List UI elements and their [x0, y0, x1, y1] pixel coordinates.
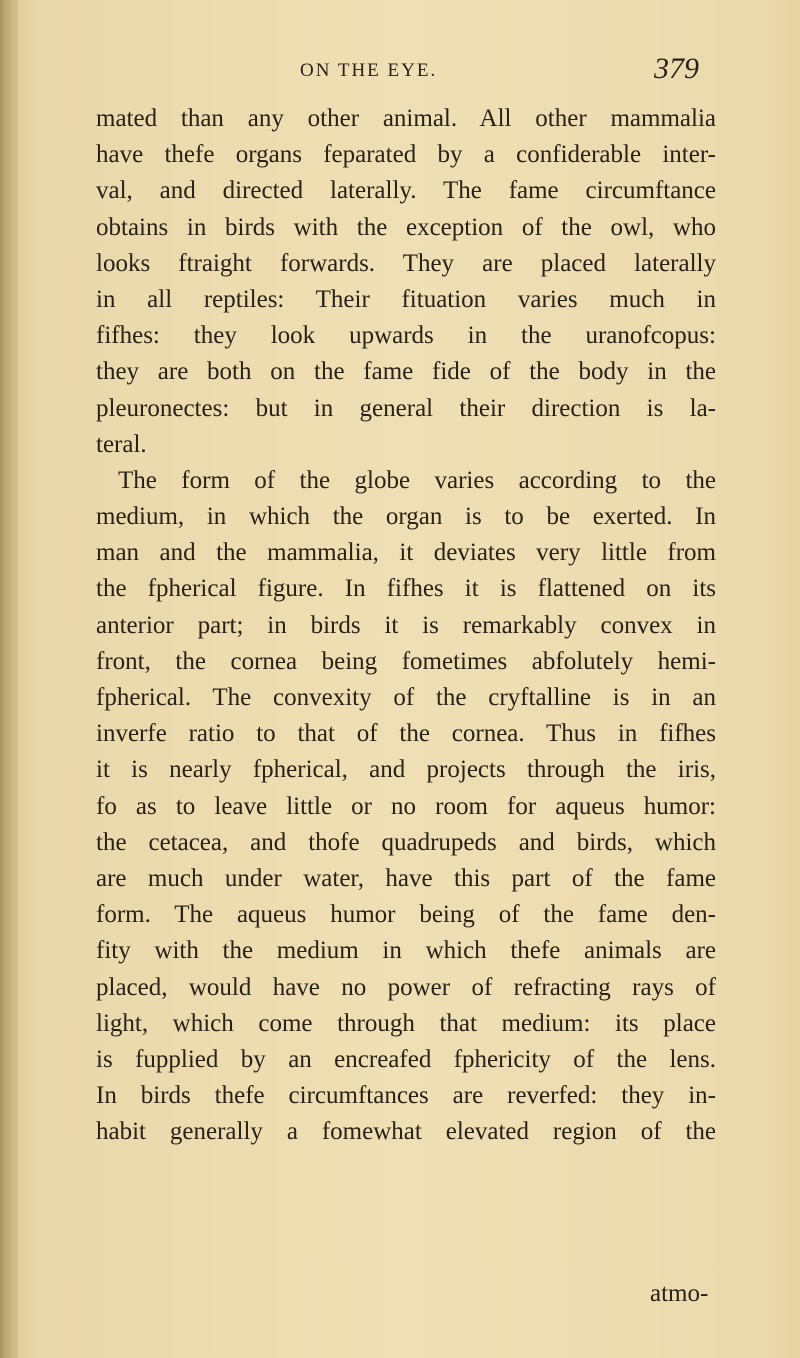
text-line: the cetacea, and thofe quadrupeds and birds, which [96, 828, 716, 856]
text-line: fifhes: they look upwards in the uranofcopus: [96, 322, 716, 350]
text-line: placed, would have no power of refracting rays of [96, 973, 716, 1001]
text-line: are much under water, have this part of the fame [96, 864, 716, 892]
text-line: man and the mammalia, it deviates very little from [96, 539, 716, 567]
text-line: medium, in which the organ is to be exerted. In [96, 503, 716, 531]
binding-gutter [0, 0, 18, 1358]
text-line: is fupplied by an encreafed fphericity of the lens. [96, 1045, 716, 1073]
text-line: obtains in birds with the exception of the owl, who [96, 213, 716, 241]
text-line: inverfe ratio to that of the cornea. Thus in fifhes [96, 720, 716, 748]
text-line: val, and directed laterally. The fame circumftance [96, 177, 716, 205]
catchword: atmo- [650, 1280, 709, 1307]
text-line: anterior part; in birds it is remarkably convex in [96, 611, 716, 639]
page-header [0, 52, 800, 92]
text-line: habit generally a fomewhat elevated region of the [96, 1118, 716, 1146]
text-line: mated than any other animal. All other mammalia [96, 105, 716, 132]
text-line: fity with the medium in which thefe animals are [96, 937, 716, 965]
text-line: form. The aqueus humor being of the fame den- [96, 901, 716, 929]
text-line: in all reptiles: Their fituation varies much in [96, 285, 716, 313]
text-line: front, the cornea being fometimes abfolutely hemi- [96, 647, 716, 675]
text-line: looks ftraight forwards. They are placed laterally [96, 249, 716, 277]
running-head: ON THE EYE. [300, 60, 438, 81]
text-line: teral. [96, 430, 147, 458]
text-line: it is nearly fpherical, and projects through the iris, [96, 756, 716, 784]
text-line: light, which come through that medium: its place [96, 1009, 716, 1037]
page-number: 379 [654, 52, 699, 85]
text-line: The form of the globe varies according to the [118, 466, 716, 494]
text-line: the fpherical figure. In fifhes it is flattened on its [96, 575, 716, 603]
body-text [96, 101, 716, 1150]
text-line: fpherical. The convexity of the cryftalline is in an [96, 684, 716, 711]
text-line: fo as to leave little or no room for aqueus humor: [96, 792, 716, 820]
text-line: they are both on the fame fide of the body in the [96, 358, 716, 386]
text-line: have thefe organs feparated by a confiderable inter- [96, 141, 716, 169]
text-line: pleuronectes: but in general their direction is la- [96, 394, 716, 422]
text-line: In birds thefe circumftances are reverfed: they in- [96, 1082, 716, 1110]
